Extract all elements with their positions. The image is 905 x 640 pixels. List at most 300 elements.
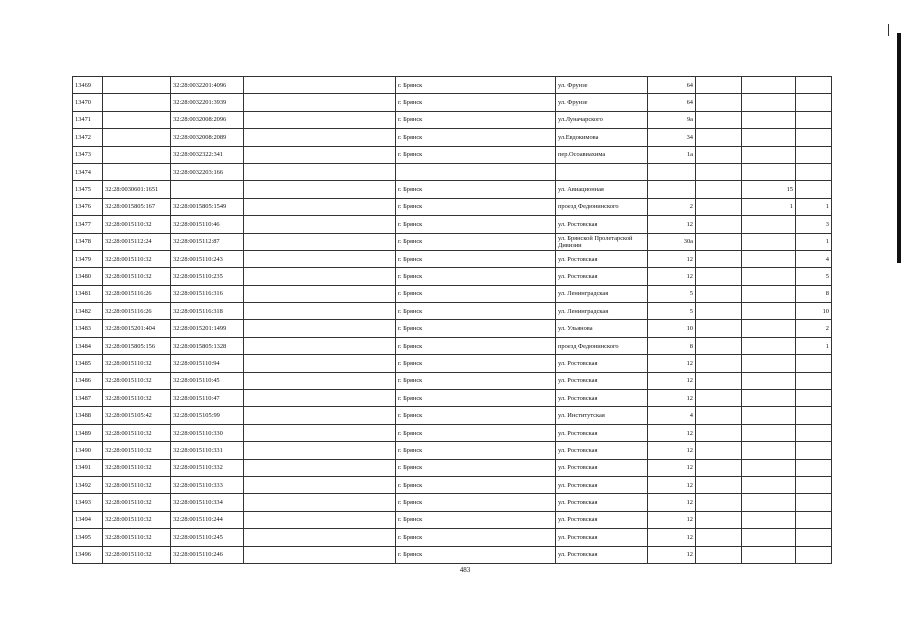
cell-room	[796, 111, 832, 128]
cell-building	[696, 372, 742, 389]
cell-note	[244, 233, 396, 250]
cell-building	[696, 181, 742, 198]
cell-row-index: 13490	[73, 442, 103, 459]
cell-city: г. Брянск	[396, 233, 556, 250]
cell-street: ул. Ростовская	[556, 390, 648, 407]
cell-building	[696, 529, 742, 546]
cell-street: ул.Луначарского	[556, 111, 648, 128]
cell-building-number: 32:28:0015116:318	[171, 303, 244, 320]
cell-note	[244, 372, 396, 389]
table-row	[73, 442, 832, 459]
cell-house-number: 12	[648, 424, 696, 441]
cell-note	[244, 129, 396, 146]
cell-room	[796, 355, 832, 372]
cell-house-number: 1а	[648, 146, 696, 163]
cell-building-number: 32:28:0015110:47	[171, 390, 244, 407]
table-row	[73, 546, 832, 563]
cell-street: проезд Федюнинского	[556, 337, 648, 354]
cell-apartment	[742, 459, 796, 476]
cell-room	[796, 94, 832, 111]
cell-note	[244, 163, 396, 180]
table-row	[73, 268, 832, 285]
cell-street: ул. Ростовская	[556, 372, 648, 389]
cell-building-number: 32:28:0015110:94	[171, 355, 244, 372]
cell-house-number: 12	[648, 511, 696, 528]
cell-building-number: 32:28:0015110:330	[171, 424, 244, 441]
cell-building-number: 32:28:0015110:243	[171, 250, 244, 267]
cell-house-number: 12	[648, 529, 696, 546]
cell-city: г. Брянск	[396, 77, 556, 94]
cell-apartment	[742, 94, 796, 111]
cell-street: ул. Ростовская	[556, 511, 648, 528]
cell-row-index: 13479	[73, 250, 103, 267]
table-row	[73, 250, 832, 267]
cell-apartment	[742, 111, 796, 128]
cell-parcel-number: 32:28:0015116:26	[103, 303, 171, 320]
cell-house-number	[648, 163, 696, 180]
cell-apartment: 15	[742, 181, 796, 198]
cell-room	[796, 181, 832, 198]
cell-street	[556, 163, 648, 180]
cell-city: г. Брянск	[396, 268, 556, 285]
cell-note	[244, 337, 396, 354]
cell-room	[796, 372, 832, 389]
cell-house-number: 8	[648, 337, 696, 354]
cell-building-number: 32:28:0015805:1328	[171, 337, 244, 354]
cell-row-index: 13493	[73, 494, 103, 511]
cell-parcel-number	[103, 146, 171, 163]
scan-edge-mark	[897, 33, 901, 263]
cell-note	[244, 111, 396, 128]
table-row	[73, 303, 832, 320]
cell-city	[396, 163, 556, 180]
cell-room	[796, 146, 832, 163]
cell-room	[796, 494, 832, 511]
cell-apartment	[742, 372, 796, 389]
register-table	[72, 76, 832, 564]
cell-building-number: 32:28:0015201:1499	[171, 320, 244, 337]
cell-apartment	[742, 442, 796, 459]
cell-street: ул. Институтская	[556, 407, 648, 424]
cell-house-number: 64	[648, 77, 696, 94]
cell-row-index: 13470	[73, 94, 103, 111]
table-row	[73, 111, 832, 128]
cell-building	[696, 459, 742, 476]
cell-room: 10	[796, 303, 832, 320]
cell-room	[796, 77, 832, 94]
cell-apartment	[742, 424, 796, 441]
cell-row-index: 13478	[73, 233, 103, 250]
cell-house-number	[648, 181, 696, 198]
cell-row-index: 13482	[73, 303, 103, 320]
cell-street: ул. Ростовская	[556, 459, 648, 476]
cell-street: ул. Брянской Пролетарской Дивизии	[556, 233, 648, 250]
cell-row-index: 13485	[73, 355, 103, 372]
cell-street: ул. Ростовская	[556, 355, 648, 372]
cell-apartment	[742, 511, 796, 528]
cell-house-number: 12	[648, 442, 696, 459]
cell-street: ул. Фрунзе	[556, 77, 648, 94]
cell-parcel-number: 32:28:0015112:24	[103, 233, 171, 250]
cell-room	[796, 424, 832, 441]
cell-row-index: 13494	[73, 511, 103, 528]
cell-note	[244, 442, 396, 459]
table-row	[73, 355, 832, 372]
cell-city: г. Брянск	[396, 494, 556, 511]
cell-house-number: 9а	[648, 111, 696, 128]
table-row	[73, 233, 832, 250]
cell-city: г. Брянск	[396, 94, 556, 111]
cell-house-number: 5	[648, 285, 696, 302]
table-row	[73, 424, 832, 441]
cell-street: ул. Ростовская	[556, 442, 648, 459]
cell-city: г. Брянск	[396, 146, 556, 163]
cell-apartment	[742, 250, 796, 267]
cell-building	[696, 337, 742, 354]
cell-parcel-number: 32:28:0015110:32	[103, 372, 171, 389]
cell-building	[696, 233, 742, 250]
cell-room	[796, 390, 832, 407]
cell-parcel-number: 32:28:0015105:42	[103, 407, 171, 424]
cell-building-number: 32:28:0015110:333	[171, 476, 244, 493]
cell-parcel-number: 32:28:0015110:32	[103, 216, 171, 233]
cell-apartment	[742, 303, 796, 320]
table-row	[73, 285, 832, 302]
table-row	[73, 476, 832, 493]
cell-apartment	[742, 476, 796, 493]
cell-street: ул.Евдокимова	[556, 129, 648, 146]
cell-parcel-number: 32:28:0030601:1651	[103, 181, 171, 198]
cell-note	[244, 77, 396, 94]
cell-note	[244, 459, 396, 476]
cell-building-number	[171, 181, 244, 198]
table-row	[73, 216, 832, 233]
cell-note	[244, 250, 396, 267]
cell-room	[796, 407, 832, 424]
cell-row-index: 13471	[73, 111, 103, 128]
table-row	[73, 529, 832, 546]
cell-city: г. Брянск	[396, 442, 556, 459]
cell-building	[696, 476, 742, 493]
cell-room	[796, 529, 832, 546]
cell-city: г. Брянск	[396, 424, 556, 441]
cell-house-number: 10	[648, 320, 696, 337]
cell-parcel-number: 32:28:0015201:404	[103, 320, 171, 337]
cell-city: г. Брянск	[396, 390, 556, 407]
cell-parcel-number: 32:28:0015110:32	[103, 511, 171, 528]
cell-street: пер.Осоавиахима	[556, 146, 648, 163]
cell-row-index: 13481	[73, 285, 103, 302]
cell-note	[244, 407, 396, 424]
cell-parcel-number: 32:28:0015110:32	[103, 268, 171, 285]
cell-room	[796, 546, 832, 563]
cell-building-number: 32:28:0032322:341	[171, 146, 244, 163]
cell-house-number: 12	[648, 355, 696, 372]
cell-house-number: 12	[648, 546, 696, 563]
cell-room: 2	[796, 320, 832, 337]
cell-room: 1	[796, 233, 832, 250]
cell-note	[244, 355, 396, 372]
cell-street: ул. Ульянова	[556, 320, 648, 337]
cell-note	[244, 216, 396, 233]
cell-parcel-number: 32:28:0015116:26	[103, 285, 171, 302]
cell-building-number: 32:28:0032203:166	[171, 163, 244, 180]
cell-city: г. Брянск	[396, 337, 556, 354]
cell-parcel-number: 32:28:0015805:156	[103, 337, 171, 354]
cell-parcel-number	[103, 129, 171, 146]
cell-city: г. Брянск	[396, 285, 556, 302]
scan-edge-tick	[888, 24, 889, 36]
cell-house-number: 30а	[648, 233, 696, 250]
cell-city: г. Брянск	[396, 355, 556, 372]
register-table-body	[73, 77, 832, 564]
cell-row-index: 13496	[73, 546, 103, 563]
cell-parcel-number: 32:28:0015110:32	[103, 442, 171, 459]
cell-parcel-number: 32:28:0015110:32	[103, 390, 171, 407]
table-row	[73, 459, 832, 476]
cell-house-number: 12	[648, 494, 696, 511]
table-row	[73, 320, 832, 337]
cell-room: 4	[796, 250, 832, 267]
cell-city: г. Брянск	[396, 407, 556, 424]
cell-building	[696, 355, 742, 372]
cell-parcel-number: 32:28:0015110:32	[103, 476, 171, 493]
cell-building-number: 32:28:0015110:246	[171, 546, 244, 563]
cell-street: ул. Ростовская	[556, 424, 648, 441]
table-row	[73, 390, 832, 407]
cell-parcel-number: 32:28:0015110:32	[103, 355, 171, 372]
cell-apartment	[742, 146, 796, 163]
cell-apartment	[742, 129, 796, 146]
cell-row-index: 13489	[73, 424, 103, 441]
cell-building	[696, 77, 742, 94]
cell-room: 8	[796, 285, 832, 302]
cell-city: г. Брянск	[396, 250, 556, 267]
cell-building	[696, 216, 742, 233]
table-row	[73, 494, 832, 511]
table-row	[73, 511, 832, 528]
cell-row-index: 13474	[73, 163, 103, 180]
cell-city: г. Брянск	[396, 111, 556, 128]
cell-row-index: 13488	[73, 407, 103, 424]
cell-street: ул. Ростовская	[556, 494, 648, 511]
cell-parcel-number: 32:28:0015110:32	[103, 250, 171, 267]
cell-note	[244, 198, 396, 215]
table-row	[73, 181, 832, 198]
table-row	[73, 77, 832, 94]
cell-city: г. Брянск	[396, 216, 556, 233]
cell-street: ул. Ростовская	[556, 268, 648, 285]
cell-city: г. Брянск	[396, 511, 556, 528]
cell-building	[696, 442, 742, 459]
cell-street: ул. Ростовская	[556, 529, 648, 546]
cell-building-number: 32:28:0015110:334	[171, 494, 244, 511]
cell-room	[796, 459, 832, 476]
cell-note	[244, 424, 396, 441]
cell-house-number: 12	[648, 390, 696, 407]
cell-street: ул. Ростовская	[556, 476, 648, 493]
cell-apartment	[742, 233, 796, 250]
table-row	[73, 407, 832, 424]
cell-building-number: 32:28:0015110:46	[171, 216, 244, 233]
cell-apartment	[742, 268, 796, 285]
cell-building	[696, 129, 742, 146]
cell-city: г. Брянск	[396, 459, 556, 476]
cell-house-number: 34	[648, 129, 696, 146]
cell-parcel-number: 32:28:0015110:32	[103, 459, 171, 476]
cell-building	[696, 268, 742, 285]
cell-city: г. Брянск	[396, 303, 556, 320]
cell-parcel-number: 32:28:0015805:167	[103, 198, 171, 215]
cell-apartment	[742, 494, 796, 511]
cell-building-number: 32:28:0015110:244	[171, 511, 244, 528]
cell-row-index: 13480	[73, 268, 103, 285]
cell-city: г. Брянск	[396, 476, 556, 493]
cell-city: г. Брянск	[396, 198, 556, 215]
cell-room: 5	[796, 268, 832, 285]
cell-apartment	[742, 546, 796, 563]
cell-parcel-number: 32:28:0015110:32	[103, 424, 171, 441]
table-row	[73, 337, 832, 354]
cell-note	[244, 285, 396, 302]
cell-city: г. Брянск	[396, 529, 556, 546]
cell-parcel-number	[103, 77, 171, 94]
cell-room: 1	[796, 198, 832, 215]
cell-building	[696, 511, 742, 528]
cell-note	[244, 146, 396, 163]
cell-room	[796, 476, 832, 493]
page-number: 483	[459, 566, 471, 574]
cell-row-index: 13495	[73, 529, 103, 546]
cell-house-number: 12	[648, 372, 696, 389]
cell-note	[244, 476, 396, 493]
cell-apartment	[742, 390, 796, 407]
cell-row-index: 13483	[73, 320, 103, 337]
cell-apartment	[742, 529, 796, 546]
cell-row-index: 13473	[73, 146, 103, 163]
cell-row-index: 13475	[73, 181, 103, 198]
cell-row-index: 13477	[73, 216, 103, 233]
cell-city: г. Брянск	[396, 546, 556, 563]
cell-building-number: 32:28:0032008:2089	[171, 129, 244, 146]
cell-building-number: 32:28:0015110:331	[171, 442, 244, 459]
cell-building-number: 32:28:0015110:245	[171, 529, 244, 546]
cell-building	[696, 424, 742, 441]
cell-apartment	[742, 320, 796, 337]
cell-room	[796, 163, 832, 180]
cell-apartment	[742, 163, 796, 180]
cell-street: ул. Ростовская	[556, 250, 648, 267]
cell-note	[244, 303, 396, 320]
cell-note	[244, 529, 396, 546]
table-row	[73, 146, 832, 163]
cell-building	[696, 546, 742, 563]
cell-parcel-number	[103, 163, 171, 180]
cell-note	[244, 181, 396, 198]
cell-room	[796, 511, 832, 528]
cell-building	[696, 146, 742, 163]
cell-building-number: 32:28:0032201:3939	[171, 94, 244, 111]
cell-room: 3	[796, 216, 832, 233]
table-row	[73, 163, 832, 180]
cell-city: г. Брянск	[396, 129, 556, 146]
cell-apartment	[742, 285, 796, 302]
cell-room	[796, 442, 832, 459]
cell-note	[244, 494, 396, 511]
cell-row-index: 13472	[73, 129, 103, 146]
cell-row-index: 13491	[73, 459, 103, 476]
cell-house-number: 12	[648, 250, 696, 267]
cell-apartment: 1	[742, 198, 796, 215]
cell-building-number: 32:28:0015110:332	[171, 459, 244, 476]
cell-building-number: 32:28:0015116:316	[171, 285, 244, 302]
table-row	[73, 372, 832, 389]
cell-room: 1	[796, 337, 832, 354]
cell-building	[696, 111, 742, 128]
cell-apartment	[742, 216, 796, 233]
cell-row-index: 13484	[73, 337, 103, 354]
cell-building-number: 32:28:0032008:2096	[171, 111, 244, 128]
cell-building	[696, 198, 742, 215]
cell-street: ул. Фрунзе	[556, 94, 648, 111]
cell-building-number: 32:28:0015105:99	[171, 407, 244, 424]
cell-note	[244, 546, 396, 563]
cell-city: г. Брянск	[396, 372, 556, 389]
cell-row-index: 13486	[73, 372, 103, 389]
cell-city: г. Брянск	[396, 181, 556, 198]
cell-note	[244, 268, 396, 285]
cell-street: ул. Ростовская	[556, 216, 648, 233]
cell-parcel-number: 32:28:0015110:32	[103, 494, 171, 511]
cell-house-number: 4	[648, 407, 696, 424]
cell-building	[696, 250, 742, 267]
cell-building-number: 32:28:0015110:235	[171, 268, 244, 285]
table-row	[73, 94, 832, 111]
cell-building-number: 32:28:0032201:4096	[171, 77, 244, 94]
cell-house-number: 2	[648, 198, 696, 215]
cell-building	[696, 285, 742, 302]
cell-note	[244, 511, 396, 528]
cell-building	[696, 494, 742, 511]
cell-street: ул. Ленинградская	[556, 303, 648, 320]
cell-row-index: 13492	[73, 476, 103, 493]
cell-street: ул. Авиационная	[556, 181, 648, 198]
cell-street: ул. Ленинградская	[556, 285, 648, 302]
cell-house-number: 12	[648, 268, 696, 285]
cell-apartment	[742, 77, 796, 94]
cell-apartment	[742, 337, 796, 354]
cell-street: проезд Федюнинского	[556, 198, 648, 215]
cell-building	[696, 163, 742, 180]
cell-parcel-number: 32:28:0015110:32	[103, 546, 171, 563]
cell-building	[696, 390, 742, 407]
cell-house-number: 12	[648, 459, 696, 476]
cell-note	[244, 320, 396, 337]
cell-house-number: 5	[648, 303, 696, 320]
cell-parcel-number: 32:28:0015110:32	[103, 529, 171, 546]
cell-apartment	[742, 355, 796, 372]
cell-note	[244, 94, 396, 111]
cell-city: г. Брянск	[396, 320, 556, 337]
cell-parcel-number	[103, 94, 171, 111]
cell-row-index: 13469	[73, 77, 103, 94]
cell-house-number: 12	[648, 476, 696, 493]
cell-note	[244, 390, 396, 407]
cell-row-index: 13487	[73, 390, 103, 407]
cell-house-number: 64	[648, 94, 696, 111]
cell-room	[796, 129, 832, 146]
cell-building	[696, 94, 742, 111]
